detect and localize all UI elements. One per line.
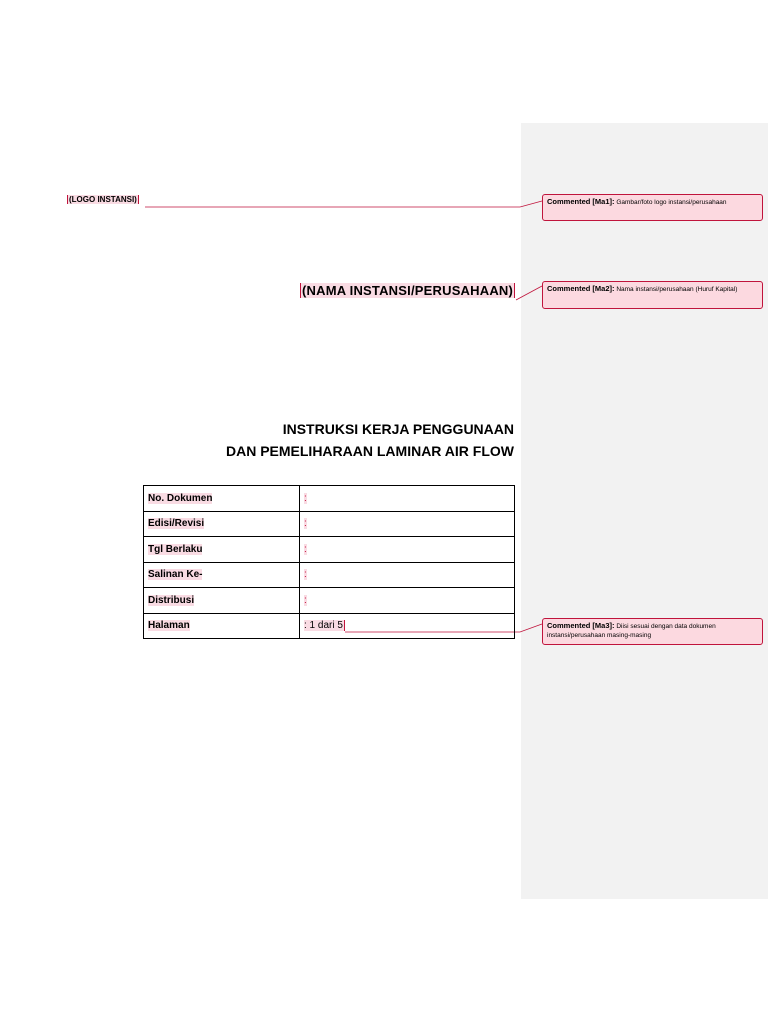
comment-author-tag: Commented [Ma3]: [547,621,615,630]
organization-name-text: (NAMA INSTANSI/PERUSAHAAN) [302,283,514,298]
table-cell-value[interactable] [300,486,515,512]
comment-text: Nama instansi/perusahaan (Huruf Kapital) [616,286,738,293]
table-row [144,537,515,563]
logo-placeholder [67,194,139,205]
table-row [144,511,515,537]
document-info-table [143,485,515,639]
comment-author-tag: Commented [Ma2]: [547,284,615,293]
row-value: : [304,569,307,581]
row-label: Edisi/Revisi [148,518,205,530]
row-label: Distribusi [148,594,195,606]
comment-text: Diisi sesuai dengan data dokumen instansi/perusahaan masing-masing [547,623,716,639]
row-value: : 1 dari 5 [304,620,343,632]
row-label: Halaman [148,620,190,632]
title-line-1: INSTRUKSI KERJA PENGGUNAAN [282,421,514,437]
comment-text: Gambar/foto logo instansi/perusahaan [616,199,727,206]
table-cell-label [144,562,300,588]
table-row [144,486,515,512]
document-title [226,418,514,462]
row-label: Salinan Ke- [148,569,203,581]
title-line-2: DAN PEMELIHARAAN LAMINAR AIR FLOW [225,443,514,459]
table-cell-label [144,613,300,639]
row-label: No. Dokumen [148,492,213,504]
row-value: : [304,543,307,555]
comment-balloon-2[interactable] [542,281,763,309]
table-cell-value[interactable] [300,613,515,639]
organization-name [300,282,515,299]
comment-balloon-1[interactable] [542,194,763,221]
table-cell-value[interactable] [300,537,515,563]
logo-placeholder-text: (LOGO INSTANSI) [69,195,137,204]
table-row [144,588,515,614]
row-value: : [304,492,307,504]
table-cell-label [144,486,300,512]
table-cell-label [144,511,300,537]
table-row [144,562,515,588]
row-value: : [304,518,307,530]
table-cell-value[interactable] [300,562,515,588]
table-cell-label [144,537,300,563]
row-value: : [304,594,307,606]
table-row [144,613,515,639]
comment-author-tag: Commented [Ma1]: [547,197,615,206]
table-cell-value[interactable] [300,511,515,537]
table-cell-label [144,588,300,614]
comment-balloon-3[interactable] [542,618,763,645]
row-label: Tgl Berlaku [148,543,203,555]
comments-pane [521,123,768,899]
table-cell-value[interactable] [300,588,515,614]
